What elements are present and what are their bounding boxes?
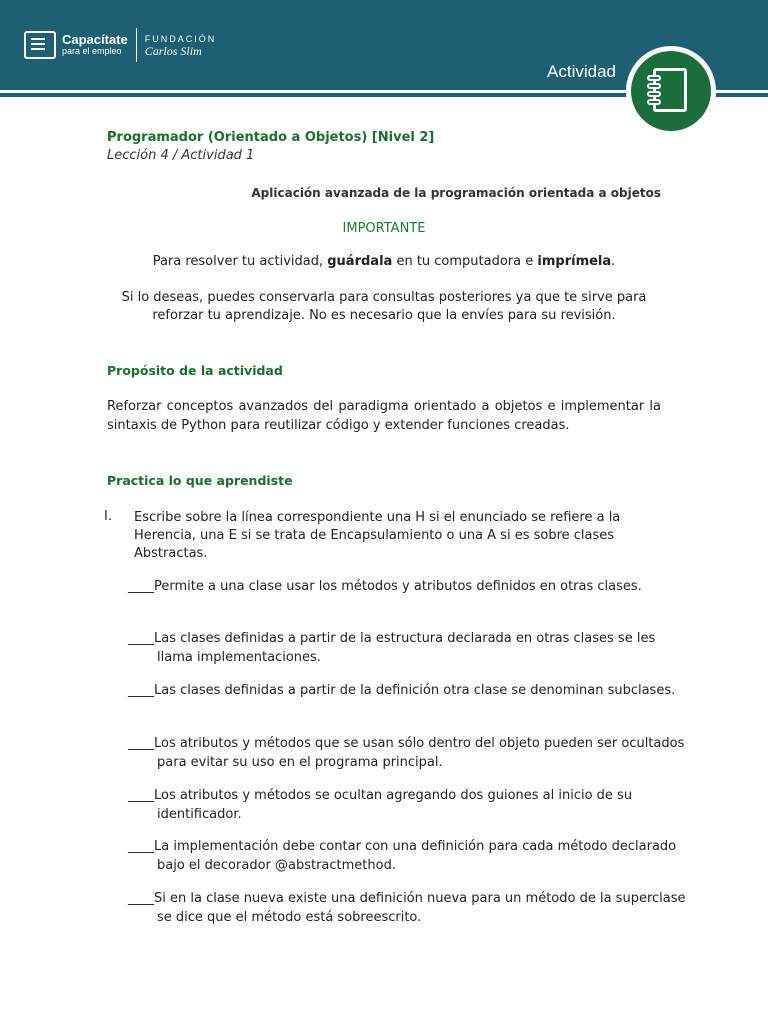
answer-blank: ____ <box>128 839 154 854</box>
logo-main-text: Capacítate <box>62 32 128 47</box>
list-item <box>128 735 691 772</box>
answer-blank: ____ <box>128 579 154 594</box>
exercise-instruction: Escribe sobre la línea correspondiente una H si el enunciado se refiere a la Herencia, una E si se trata de Encapsulamiento o una A si es sobre clases Abstractas. <box>134 510 621 561</box>
item-text: Los atributos y métodos se ocultan agregando dos guiones al inicio de su identificador. <box>154 788 633 822</box>
item-text: Permite a una clase usar los métodos y atributos definidos en otras clases. <box>154 579 642 594</box>
activity-badge <box>626 46 716 136</box>
item-text: Los atributos y métodos que se usan sólo dentro del objeto pueden ser ocultados para evitar su uso en el programa principal. <box>154 736 685 770</box>
list-item <box>128 630 691 667</box>
answer-blank: ____ <box>128 683 154 698</box>
logo-sub-text: para el empleo <box>62 46 122 56</box>
section-title: Actividad <box>547 62 616 81</box>
save-instruction-post: . <box>611 254 616 269</box>
list-item <box>128 682 691 701</box>
list-item <box>128 890 691 927</box>
save-instruction-bold2: imprímela <box>537 254 612 269</box>
answer-blank: ____ <box>128 631 154 646</box>
roman-numeral: I. <box>104 509 112 524</box>
answer-blank: ____ <box>128 891 154 906</box>
purpose-heading: Propósito de la actividad <box>107 363 283 378</box>
save-instruction-pre: Para resolver tu actividad, <box>152 254 328 269</box>
list-item <box>128 838 691 875</box>
item-text: La implementación debe contar con una definición para cada método declarado bajo el decorador @abstractmethod. <box>154 839 677 873</box>
course-title: Programador (Orientado a Objetos) [Nivel 2] <box>107 130 435 145</box>
item-text: Las clases definidas a partir de la estructura declarada en otras clases se les llama implementaciones. <box>154 631 656 665</box>
save-instruction <box>107 253 661 271</box>
capacitate-logo-icon <box>24 31 56 59</box>
logo-fundacion-text: FUNDACIÓN <box>144 33 217 44</box>
save-instruction-mid: en tu computadora e <box>392 254 538 269</box>
list-item <box>128 578 691 597</box>
save-instruction-bold1: guárdala <box>327 254 393 269</box>
activity-subtitle: Aplicación avanzada de la programación orientada a objetos <box>251 186 661 200</box>
notebook-icon <box>653 68 687 112</box>
lesson-label: Lección 4 / Actividad 1 <box>107 148 255 163</box>
item-text: Las clases definidas a partir de la definición otra clase se denominan subclases. <box>154 683 676 698</box>
item-text: Si en la clase nueva existe una definición nueva para un método de la superclase se dice que el método está sobreescrito. <box>154 891 686 925</box>
important-label: IMPORTANTE <box>342 221 426 236</box>
keep-note: Si lo deseas, puedes conservarla para consultas posteriores ya que te sirve para reforzar tu aprendizaje. No es necesario que la envíes para su revisión. <box>121 290 647 323</box>
practice-heading: Practica lo que aprendiste <box>107 473 293 488</box>
answer-blank: ____ <box>128 788 154 803</box>
logo-name-text: Carlos Slim <box>144 43 202 58</box>
badge-circle <box>631 51 711 131</box>
answer-blank: ____ <box>128 736 154 751</box>
purpose-text: Reforzar conceptos avanzados del paradigma orientado a objetos e implementar la sintaxis de Python para reutilizar código y extender funciones creadas. <box>107 399 661 433</box>
capacitate-logo <box>24 28 216 62</box>
list-item <box>128 787 691 824</box>
logo-divider <box>136 28 137 62</box>
